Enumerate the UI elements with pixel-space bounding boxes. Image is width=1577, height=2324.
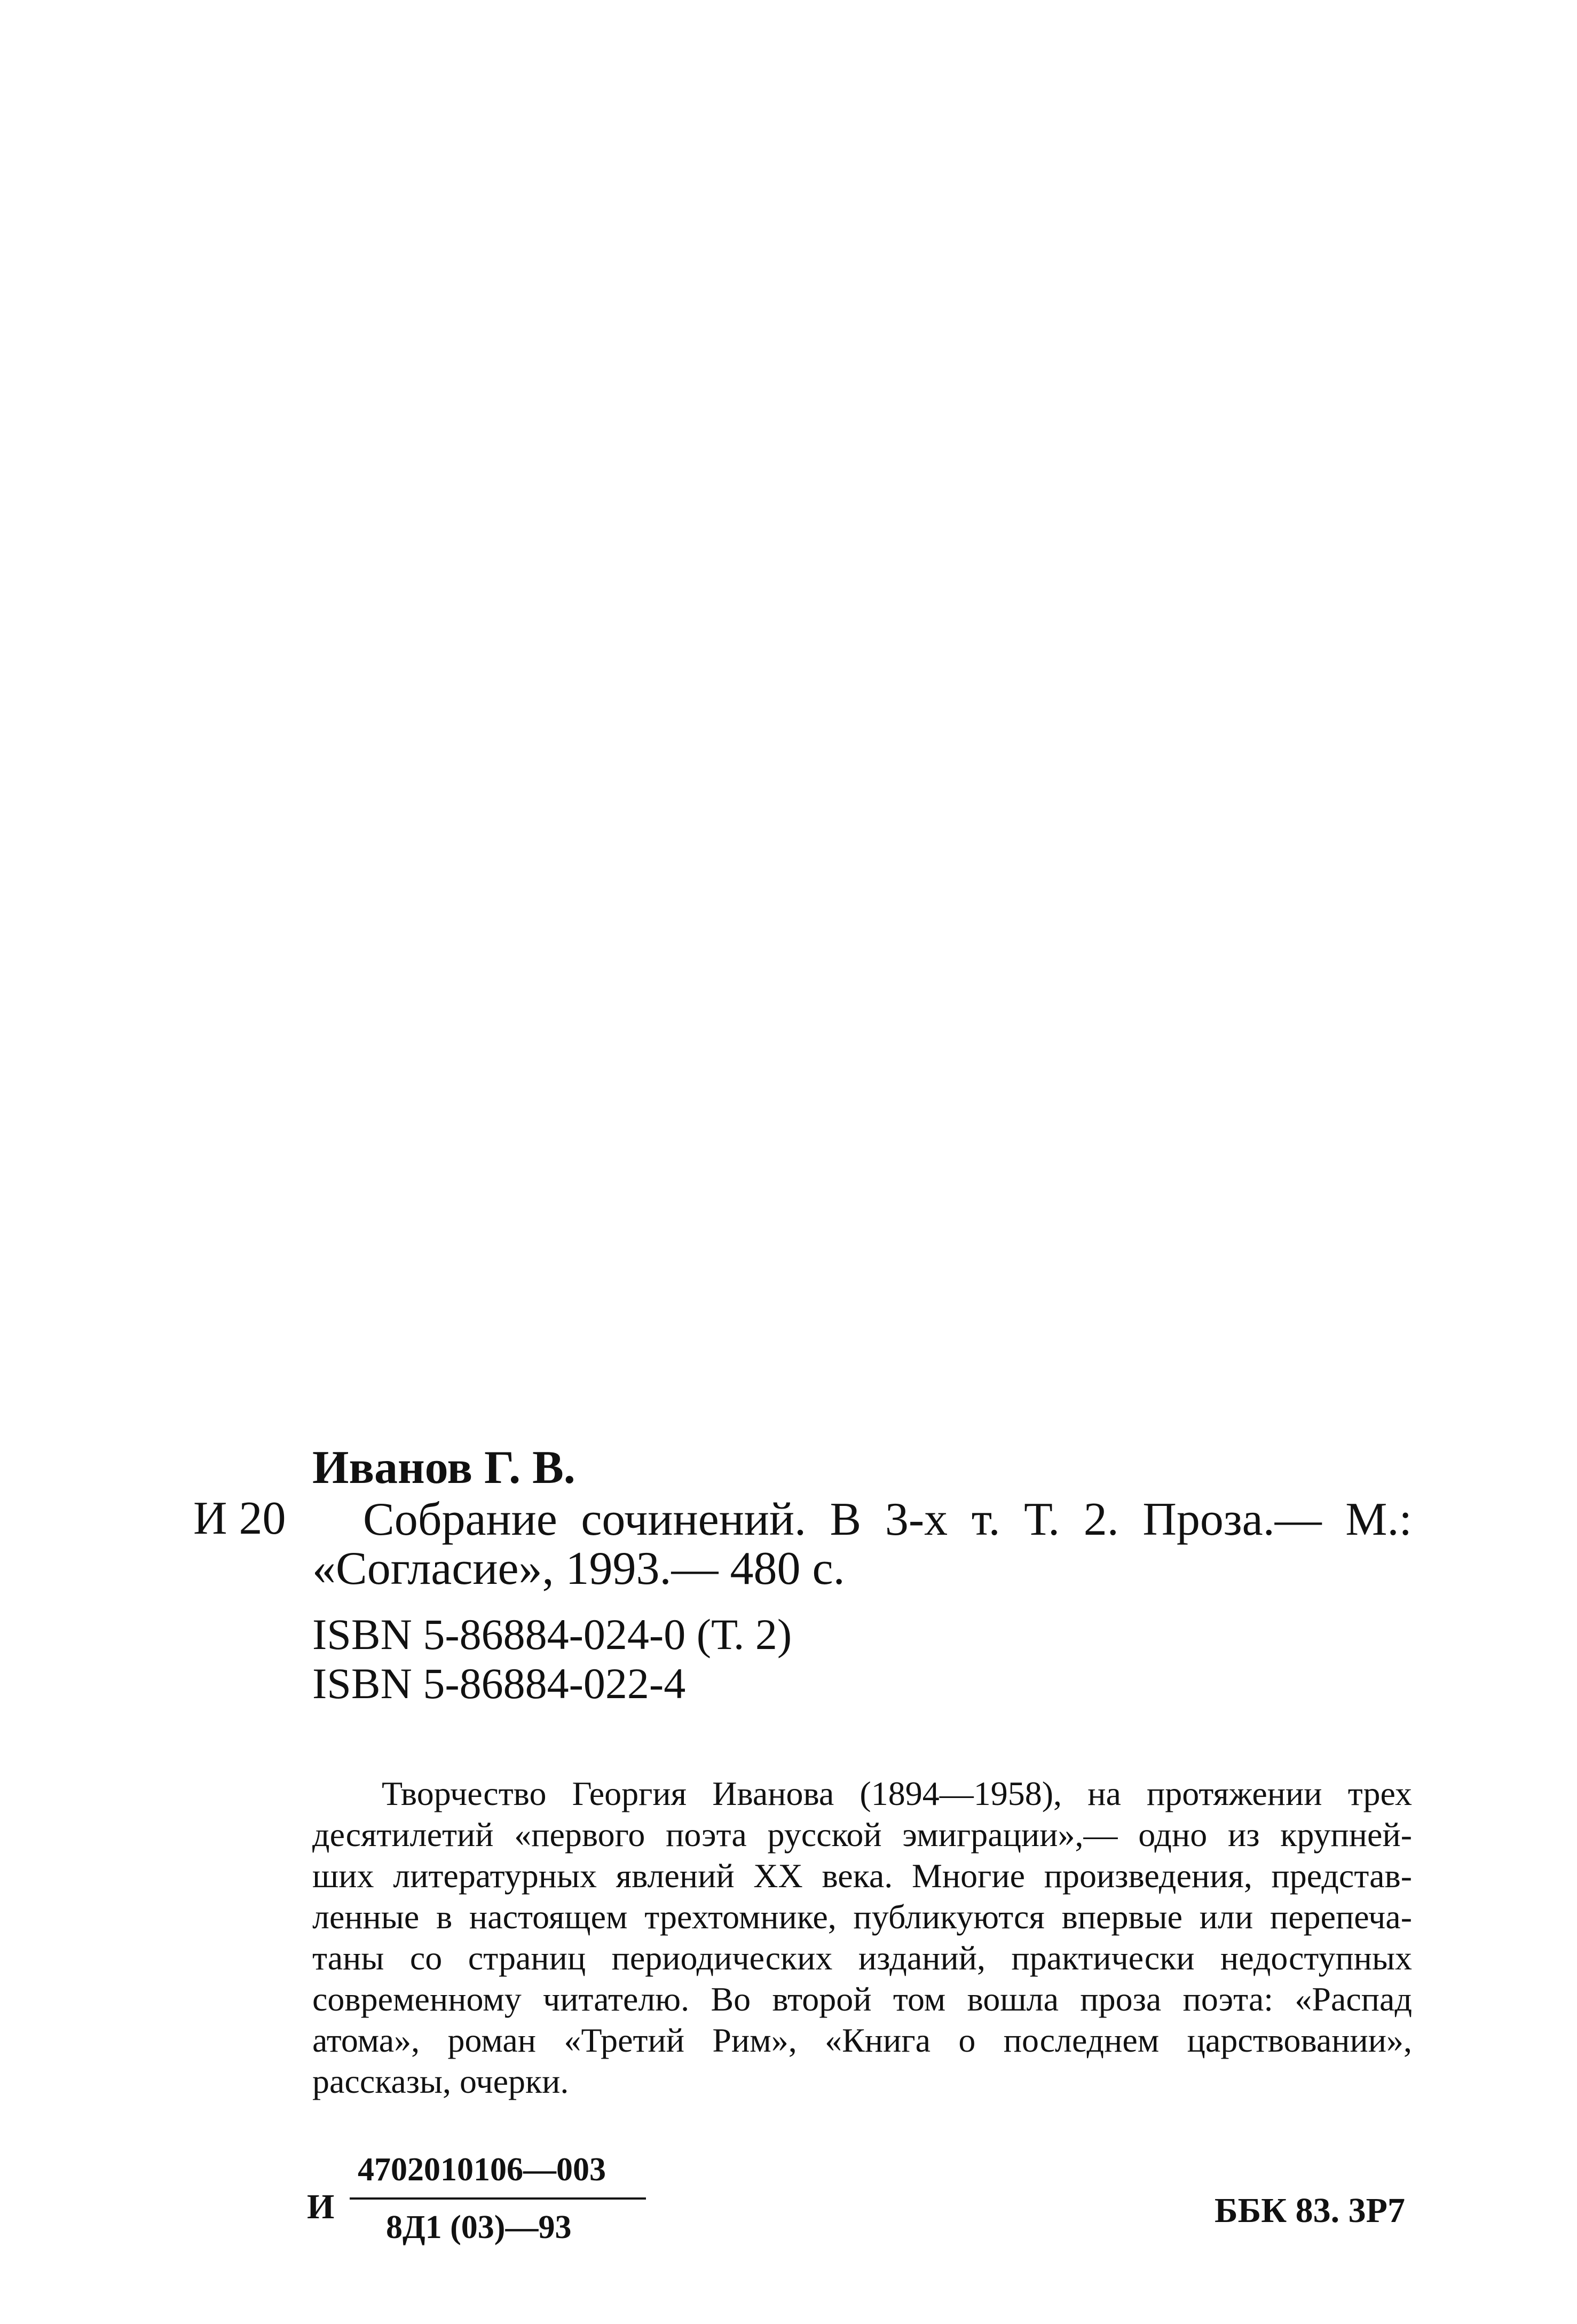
fraction-rule [350, 2197, 646, 2200]
annotation-line: рассказы, очерки. [312, 2062, 569, 2100]
annotation-line: ленные в настоящем трехтомнике, публикуются впервые или перепеча- [312, 1898, 1412, 1936]
annotation-line: десятилетий «первого поэта русской эмиграции»,— одно из крупней- [312, 1816, 1412, 1854]
classification-denominator: 8Д1 (03)—93 [386, 2209, 572, 2246]
annotation-line: атома», роман «Третий Рим», «Книга о последнем царствовании», [312, 2021, 1412, 2059]
bbk-code: ББК 83. 3Р7 [1215, 2191, 1405, 2230]
annotation-line: таны со страниц периодических изданий, практически недоступных [312, 1939, 1412, 1977]
publisher-line: «Согласие», 1993.— 480 с. [312, 1543, 845, 1595]
annotation-paragraph [312, 1773, 1412, 2102]
index-code: И 20 [193, 1493, 286, 1544]
annotation-line: ших литературных явлений XX века. Многие произведения, представ- [312, 1857, 1412, 1895]
title-line: Собрание сочинений. В 3-х т. Т. 2. Проза.— М.: [363, 1494, 1412, 1545]
annotation-line: современному читателю. Во второй том вошла проза поэта: «Распад [312, 1980, 1412, 2018]
isbn-volume: ISBN 5-86884-024-0 (Т. 2) [312, 1610, 792, 1659]
author-heading: Иванов Г. В. [312, 1442, 575, 1494]
bibliographic-description [312, 1495, 1412, 1593]
classification-letter: И [307, 2187, 335, 2226]
isbn-block [312, 1610, 792, 1708]
isbn-set: ISBN 5-86884-022-4 [312, 1659, 686, 1708]
classification-numerator: 4702010106—003 [358, 2152, 606, 2188]
annotation-line: Творчество Георгия Иванова (1894—1958), на протяжении трех [382, 1775, 1412, 1812]
